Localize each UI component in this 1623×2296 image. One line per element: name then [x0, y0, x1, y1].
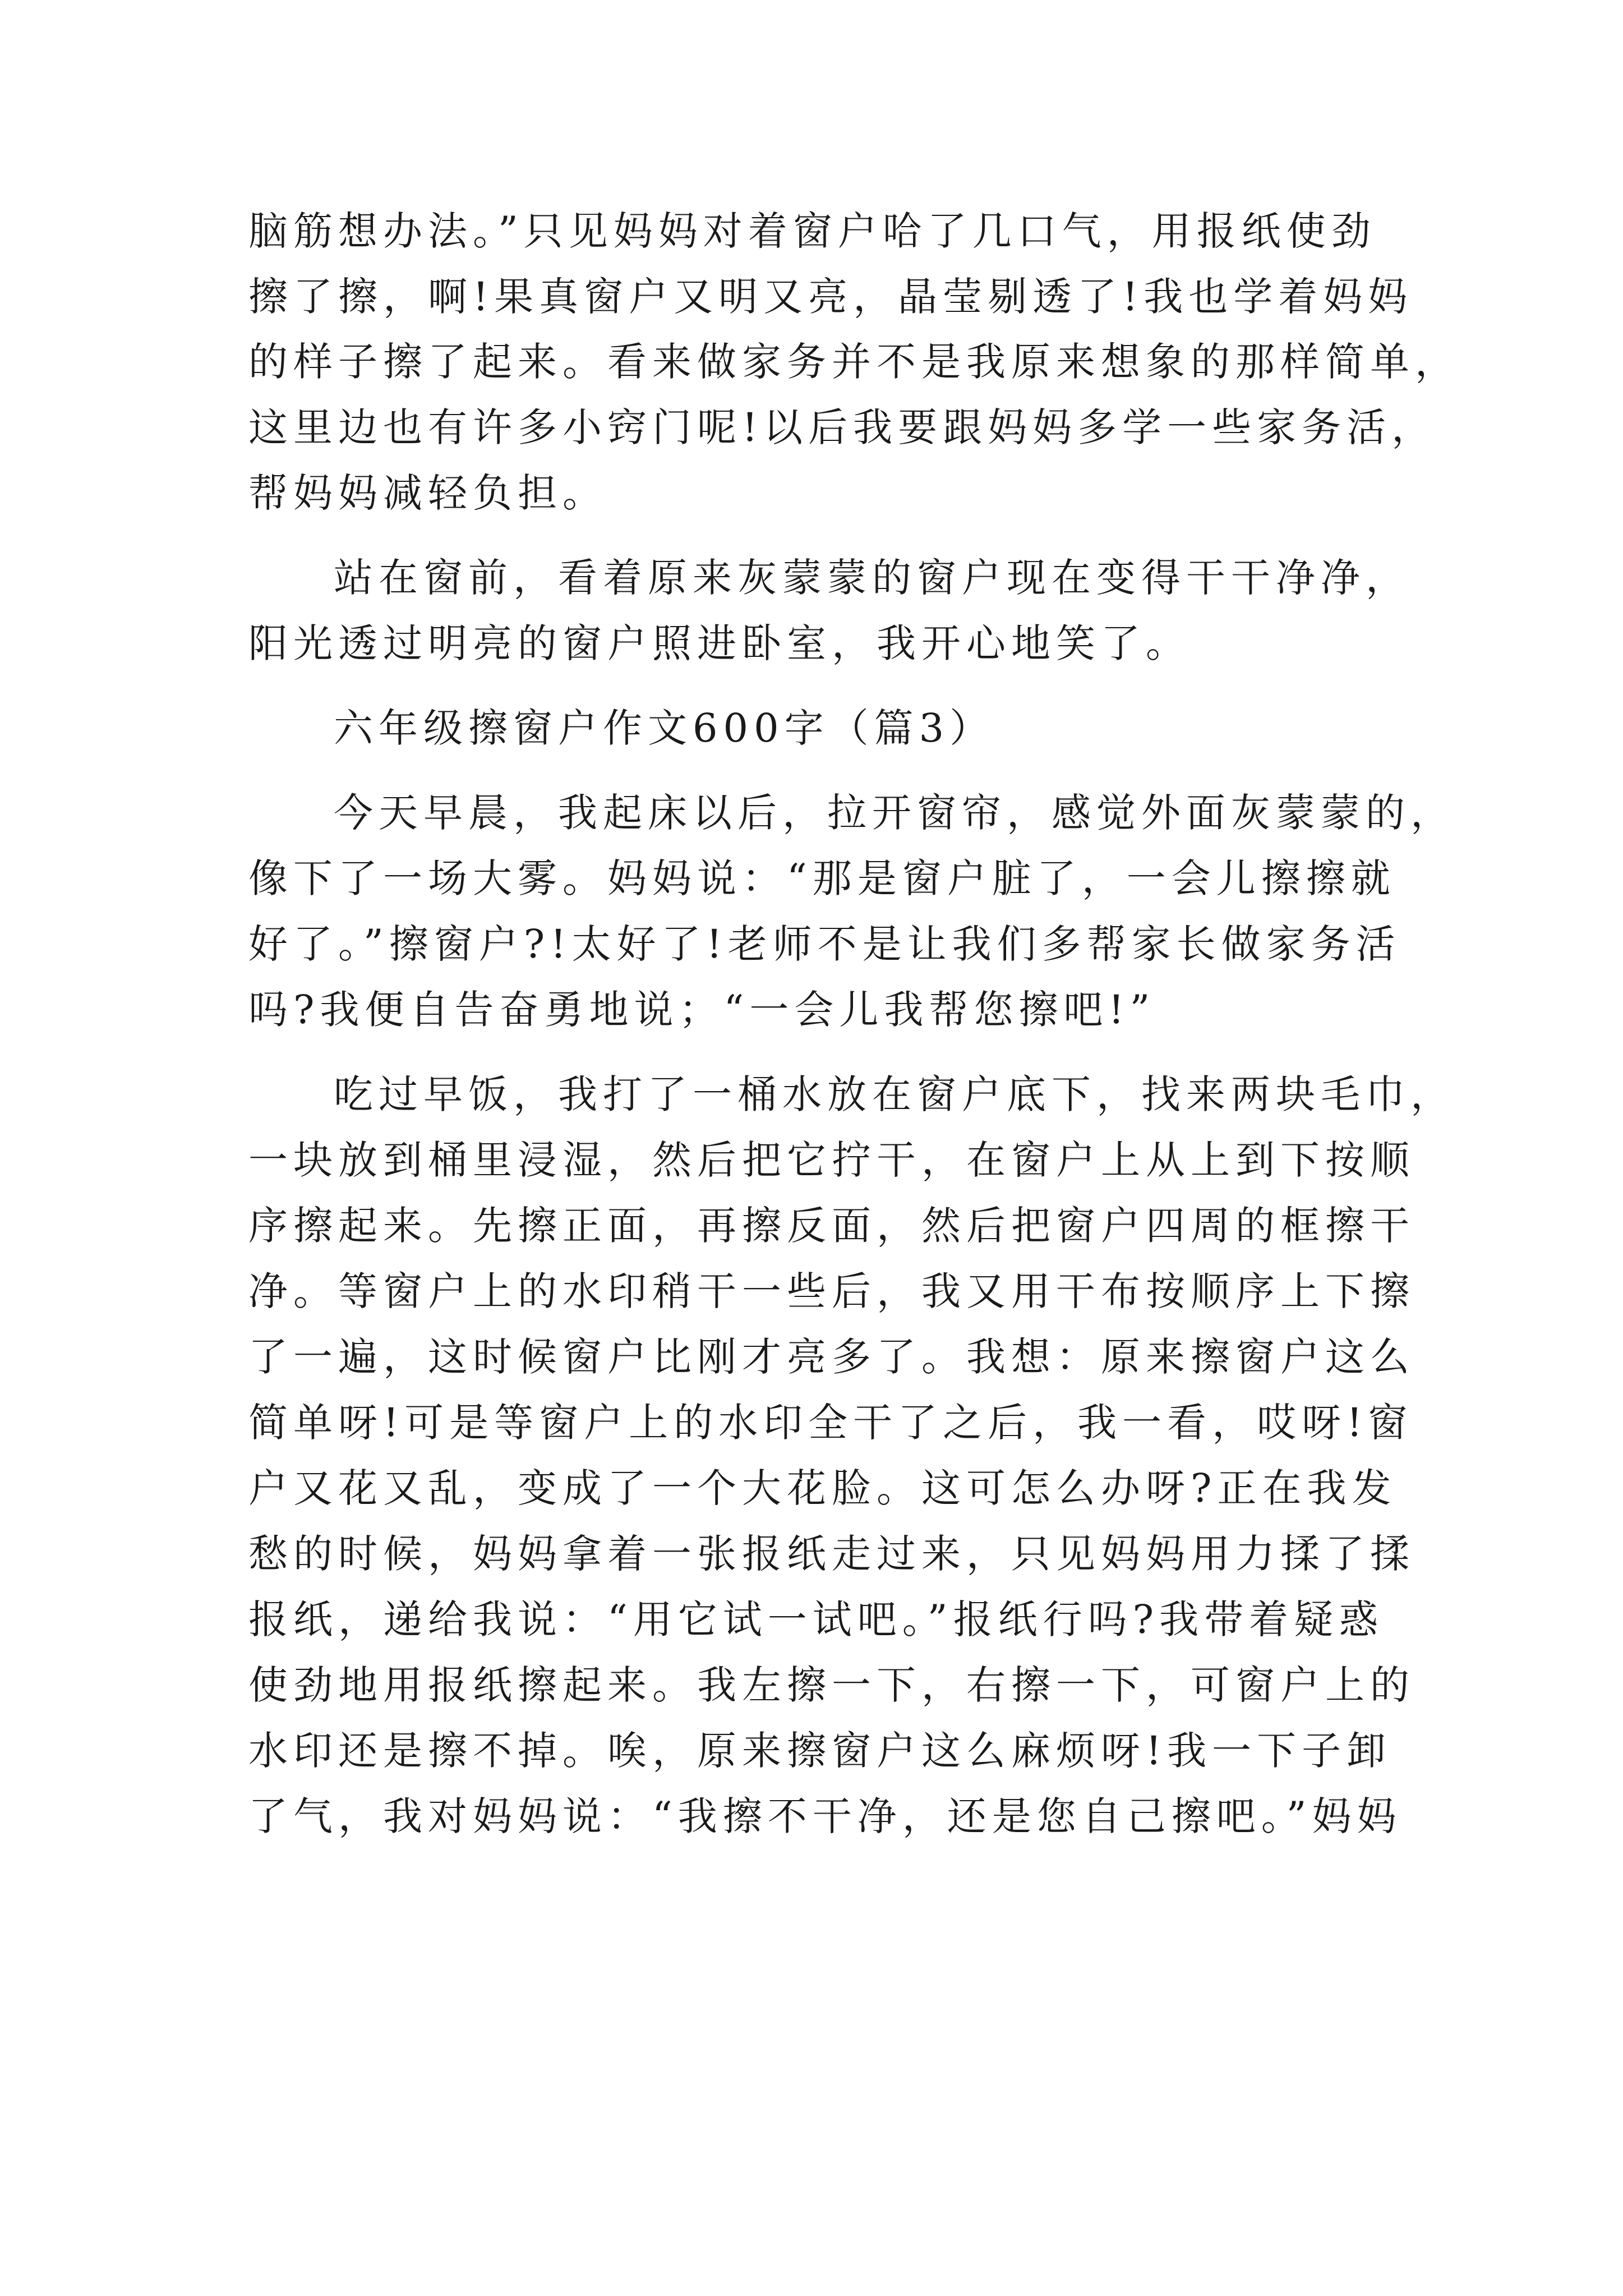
text-line: 像下了一场大雾。妈妈说：“那是窗户脏了，一会儿擦擦就	[248, 855, 1396, 901]
paragraph-first-line: 吃过早饭，我打了一桶水放在窗户底下，找来两块毛巾，	[334, 1071, 1455, 1117]
text-line: 脑筋想办法。”只见妈妈对着窗户哈了几口气，用报纸使劲	[248, 208, 1376, 254]
text-line: 报纸，递给我说：“用它试一试吧。”报纸行吗?我带着疑惑	[248, 1596, 1384, 1642]
paragraph-first-line: 今天早晨，我起床以后，拉开窗帘，感觉外面灰蒙蒙的，	[334, 790, 1455, 836]
text-line: 简单呀!可是等窗户上的水印全干了之后，我一看，哎呀!窗	[248, 1400, 1413, 1446]
text-line: 愁的时候，妈妈拿着一张报纸走过来，只见妈妈用力揉了揉	[248, 1531, 1415, 1577]
text-line: 这里边也有许多小窍门呢!以后我要跟妈妈多学一些家务活，	[248, 404, 1437, 450]
text-line: 使劲地用报纸擦起来。我左擦一下，右擦一下，可窗户上的	[248, 1662, 1415, 1708]
text-line: 一块放到桶里浸湿，然后把它拧干，在窗户上从上到下按顺	[248, 1137, 1415, 1183]
paragraph-first-line: 站在窗前，看着原来灰蒙蒙的窗户现在变得干干净净，	[334, 555, 1410, 601]
text-line: 户又花又乱，变成了一个大花脸。这可怎么办呀?正在我发	[248, 1465, 1397, 1511]
text-line: 净。等窗户上的水印稍干一些后，我又用干布按顺序上下擦	[248, 1268, 1415, 1314]
text-line: 吗?我便自告奋勇地说；“一会儿我帮您擦吧!”	[248, 987, 1156, 1033]
text-line: 的样子擦了起来。看来做家务并不是我原来想象的那样简单，	[248, 339, 1460, 385]
text-line: 阳光透过明亮的窗户照进卧室，我开心地笑了。	[248, 620, 1191, 666]
text-line: 好了。”擦窗户?!太好了!老师不是让我们多帮家长做家务活	[248, 921, 1401, 967]
text-line: 了一遍，这时候窗户比刚才亮多了。我想：原来擦窗户这么	[248, 1334, 1415, 1380]
text-line: 序擦起来。先擦正面，再擦反面，然后把窗户四周的框擦干	[248, 1203, 1415, 1249]
text-line: 擦了擦，啊!果真窗户又明又亮，晶莹剔透了!我也学着妈妈	[248, 274, 1413, 320]
text-line: 水印还是擦不掉。唉，原来擦窗户这么麻烦呀!我一下子卸	[248, 1728, 1392, 1774]
text-line: 了气，我对妈妈说：“我擦不干净，还是您自己擦吧。”妈妈	[248, 1793, 1402, 1839]
text-line: 帮妈妈减轻负担。	[248, 470, 607, 516]
section-heading: 六年级擦窗户作文600字（篇3）	[334, 705, 995, 751]
